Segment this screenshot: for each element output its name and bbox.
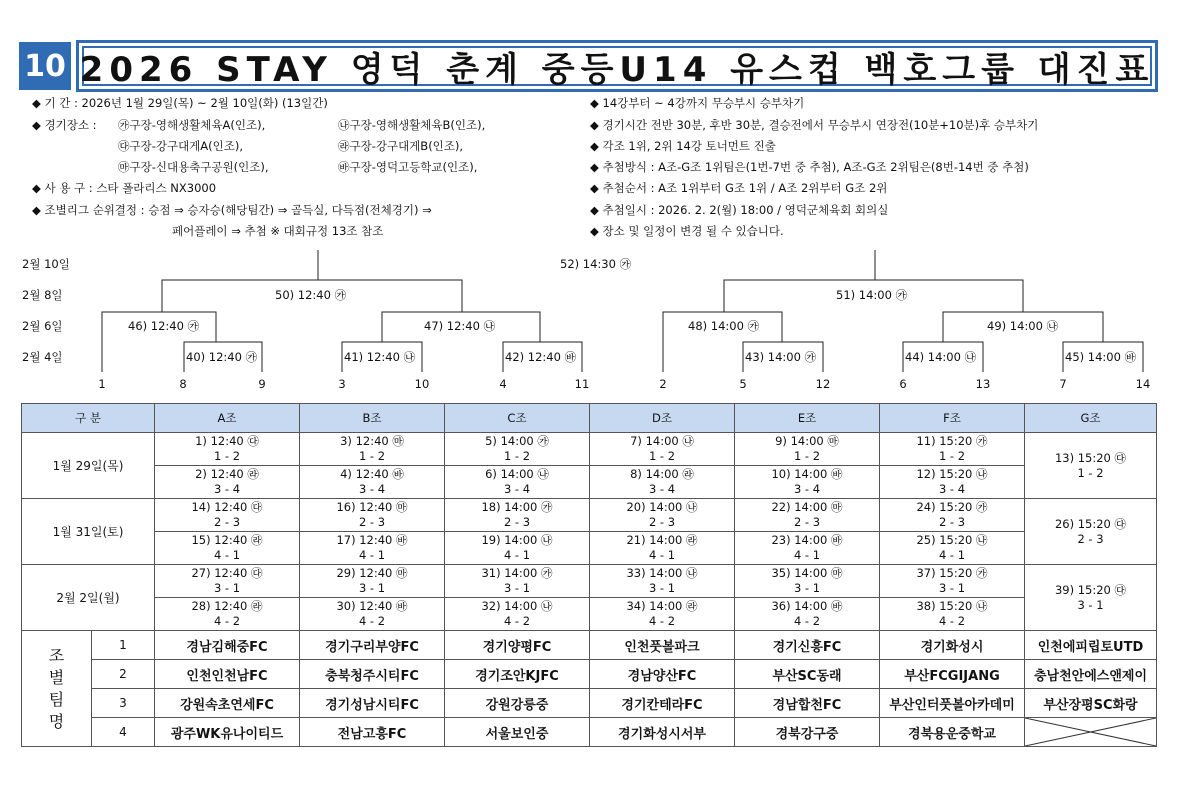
schedule-table xyxy=(21,403,1157,747)
seed: 10 xyxy=(414,377,430,391)
team-name: 광주WK유나이티드 xyxy=(155,718,300,747)
bracket-r16-5: 44) 14:00 ㉯ xyxy=(905,350,977,364)
info-right-6: ◆ 추첨일시 : 2026. 2. 2(월) 18:00 / 영덕군체육회 회의실 xyxy=(590,203,889,217)
team-name: 경기칸테라FC xyxy=(590,689,735,718)
match-cell: 15) 12:40 ㉱ 4 - 1 xyxy=(155,532,300,565)
team-name: 충남천안에스앤제이 xyxy=(1025,660,1157,689)
team-name: 인천인천남FC xyxy=(155,660,300,689)
team-name: 경기성남시티FC xyxy=(300,689,445,718)
match-cell: 25) 15:20 ㉯ 4 - 1 xyxy=(880,532,1025,565)
team-label: 조 별 팀 명 xyxy=(22,631,92,747)
header-category: 구 분 xyxy=(22,404,155,433)
info-period: ◆ 기 간 : 2026년 1월 29일(목) ~ 2월 10일(화) (13일간) xyxy=(32,96,328,110)
match-cell: 5) 14:00 ㉮ 1 - 2 xyxy=(445,433,590,466)
header-group-b: B조 xyxy=(300,404,445,433)
match-date: 2월 2일(월) xyxy=(22,565,155,631)
page-title: 2026 STAY 영덕 춘계 중등U14 유스컵 백호그룹 대진표 xyxy=(79,49,1155,90)
bracket-final: 52) 14:30 ㉮ xyxy=(560,257,632,271)
venue-5: ㉲구장-신대용축구공원(인조), xyxy=(118,160,269,174)
team-rank: 4 xyxy=(92,718,155,747)
match-cell: 7) 14:00 ㉯ 1 - 2 xyxy=(590,433,735,466)
team-rank: 1 xyxy=(92,631,155,660)
header-group-d: D조 xyxy=(590,404,735,433)
schedule-row xyxy=(22,433,1157,466)
header-group-e: E조 xyxy=(735,404,880,433)
seed: 8 xyxy=(179,377,187,391)
schedule-row xyxy=(22,598,1157,631)
table-header-row xyxy=(22,404,1157,433)
seed: 13 xyxy=(975,377,991,391)
match-cell: 35) 14:00 ㉲ 3 - 1 xyxy=(735,565,880,598)
match-cell: 18) 14:00 ㉮ 2 - 3 xyxy=(445,499,590,532)
match-cell: 37) 15:20 ㉮ 3 - 1 xyxy=(880,565,1025,598)
match-cell: 20) 14:00 ㉯ 2 - 3 xyxy=(590,499,735,532)
match-cell: 32) 14:00 ㉯ 4 - 2 xyxy=(445,598,590,631)
seed: 1 xyxy=(98,377,106,391)
match-cell-group-g: 26) 15:20 ㉰ 2 - 3 xyxy=(1025,499,1157,565)
match-cell: 2) 12:40 ㉱ 3 - 4 xyxy=(155,466,300,499)
team-name: 강원강릉중 xyxy=(445,689,590,718)
info-right-5: ◆ 추첨순서 : A조 1위부터 G조 1위 / A조 2위부터 G조 2위 xyxy=(590,181,888,195)
bracket-r16-3: 42) 12:40 ㉳ xyxy=(505,350,577,364)
seed: 6 xyxy=(899,377,907,391)
header-group-g: G조 xyxy=(1025,404,1157,433)
match-cell: 3) 12:40 ㉲ 1 - 2 xyxy=(300,433,445,466)
bracket-quarter-2: 47) 12:40 ㉯ xyxy=(424,319,496,333)
match-cell: 29) 12:40 ㉲ 3 - 1 xyxy=(300,565,445,598)
info-venue-label: ◆ 경기장소 : xyxy=(32,118,97,132)
match-date: 1월 29일(목) xyxy=(22,433,155,499)
match-cell: 6) 14:00 ㉯ 3 - 4 xyxy=(445,466,590,499)
team-name: 경기신흥FC xyxy=(735,631,880,660)
schedule-row xyxy=(22,565,1157,598)
match-cell: 31) 14:00 ㉮ 3 - 1 xyxy=(445,565,590,598)
team-name: 인천에피립토UTD xyxy=(1025,631,1157,660)
team-name: 충북청주시티FC xyxy=(300,660,445,689)
team-row xyxy=(22,718,1157,747)
venue-1: ㉮구장-영해생활체육A(인조), xyxy=(118,118,266,132)
match-cell: 34) 14:00 ㉱ 4 - 2 xyxy=(590,598,735,631)
bracket-r16-1: 40) 12:40 ㉮ xyxy=(186,350,258,364)
team-name: 경북강구중 xyxy=(735,718,880,747)
empty-cell xyxy=(1025,718,1157,747)
bracket-semi-1: 50) 12:40 ㉮ xyxy=(275,288,347,302)
bracket-date-r16: 2월 4일 xyxy=(22,350,63,364)
section-number: 10 xyxy=(19,42,71,90)
seed: 9 xyxy=(258,377,266,391)
match-cell: 9) 14:00 ㉲ 1 - 2 xyxy=(735,433,880,466)
info-right-2: ◆ 경기시간 전반 30분, 후반 30분, 결승전에서 무승부시 연장전(10분+10분)후 승부차기 xyxy=(590,118,1039,132)
match-cell: 24) 15:20 ㉮ 2 - 3 xyxy=(880,499,1025,532)
bracket-quarter-1: 46) 12:40 ㉮ xyxy=(128,319,200,333)
team-name: 경남합천FC xyxy=(735,689,880,718)
bracket-date-final: 2월 10일 xyxy=(22,257,70,271)
info-ranking-2: 페어플레이 ⇒ 추첨 ※ 대회규정 13조 참조 xyxy=(172,224,384,238)
header-group-a: A조 xyxy=(155,404,300,433)
match-cell: 4) 12:40 ㉳ 3 - 4 xyxy=(300,466,445,499)
header-group-f: F조 xyxy=(880,404,1025,433)
match-cell: 30) 12:40 ㉳ 4 - 2 xyxy=(300,598,445,631)
match-cell: 1) 12:40 ㉰ 1 - 2 xyxy=(155,433,300,466)
seed: 4 xyxy=(499,377,507,391)
team-name: 경남양산FC xyxy=(590,660,735,689)
seed: 5 xyxy=(739,377,747,391)
match-cell: 10) 14:00 ㉳ 3 - 4 xyxy=(735,466,880,499)
match-cell: 17) 12:40 ㉳ 4 - 1 xyxy=(300,532,445,565)
match-cell: 14) 12:40 ㉰ 2 - 3 xyxy=(155,499,300,532)
info-right-4: ◆ 추첨방식 : A조-G조 1위팀은(1번-7번 중 추첨), A조-G조 2위팀은(8번-14번 중 추첨) xyxy=(590,160,1029,174)
seed: 14 xyxy=(1135,377,1151,391)
bracket-quarter-4: 49) 14:00 ㉯ xyxy=(987,319,1059,333)
match-cell: 11) 15:20 ㉮ 1 - 2 xyxy=(880,433,1025,466)
seed: 7 xyxy=(1059,377,1067,391)
team-name: 인천풋볼파크 xyxy=(590,631,735,660)
team-name: 경북용운중학교 xyxy=(880,718,1025,747)
venue-4: ㉱구장-강구대게B(인조), xyxy=(338,139,464,153)
team-name: 경기화성시 xyxy=(880,631,1025,660)
seed: 2 xyxy=(659,377,667,391)
bracket-r16-4: 43) 14:00 ㉮ xyxy=(745,350,817,364)
match-cell-group-g: 13) 15:20 ㉰ 1 - 2 xyxy=(1025,433,1157,499)
seed: 12 xyxy=(815,377,831,391)
team-name: 경남김해중FC xyxy=(155,631,300,660)
schedule-row xyxy=(22,499,1157,532)
team-rank: 2 xyxy=(92,660,155,689)
info-right-1: ◆ 14강부터 ~ 4강까지 무승부시 승부차기 xyxy=(590,96,805,110)
seed: 3 xyxy=(338,377,346,391)
schedule-row xyxy=(22,532,1157,565)
match-cell: 8) 14:00 ㉱ 3 - 4 xyxy=(590,466,735,499)
team-row xyxy=(22,631,1157,660)
title-box xyxy=(76,40,1158,92)
team-name: 부산인터풋볼아카데미 xyxy=(880,689,1025,718)
match-date: 1월 31일(토) xyxy=(22,499,155,565)
match-cell-group-g: 39) 15:20 ㉰ 3 - 1 xyxy=(1025,565,1157,631)
team-rank: 3 xyxy=(92,689,155,718)
team-name: 강원속초연세FC xyxy=(155,689,300,718)
match-cell: 33) 14:00 ㉯ 3 - 1 xyxy=(590,565,735,598)
team-name: 경기구리부양FC xyxy=(300,631,445,660)
bracket-r16-2: 41) 12:40 ㉯ xyxy=(344,350,416,364)
info-ranking-1: ◆ 조별리그 순위결정 : 승점 ⇒ 승자승(해당팀간) ⇒ 골득실, 다득점(전체경기) ⇒ xyxy=(32,203,432,217)
team-name: 부산SC동래 xyxy=(735,660,880,689)
team-name: 서울보인중 xyxy=(445,718,590,747)
bracket-quarter-3: 48) 14:00 ㉮ xyxy=(688,319,760,333)
info-right-7: ◆ 장소 및 일정이 변경 될 수 있습니다. xyxy=(590,224,784,238)
tournament-bracket xyxy=(0,250,1188,395)
info-ball: ◆ 사 용 구 : 스타 폴라리스 NX3000 xyxy=(32,181,217,195)
team-name: 경기양평FC xyxy=(445,631,590,660)
match-cell: 27) 12:40 ㉰ 3 - 1 xyxy=(155,565,300,598)
match-cell: 22) 14:00 ㉲ 2 - 3 xyxy=(735,499,880,532)
bracket-semi-2: 51) 14:00 ㉮ xyxy=(836,288,908,302)
bracket-r16-6: 45) 14:00 ㉳ xyxy=(1065,350,1137,364)
info-right-3: ◆ 각조 1위, 2위 14강 토너먼트 진출 xyxy=(590,139,776,153)
venue-2: ㉯구장-영해생활체육B(인조), xyxy=(338,118,486,132)
team-row xyxy=(22,689,1157,718)
team-name: 경기조안KJFC xyxy=(445,660,590,689)
bracket-date-quarter: 2월 6일 xyxy=(22,319,63,333)
venue-3: ㉰구장-강구대게A(인조), xyxy=(118,139,244,153)
match-cell: 19) 14:00 ㉯ 4 - 1 xyxy=(445,532,590,565)
schedule-row xyxy=(22,466,1157,499)
match-cell: 28) 12:40 ㉱ 4 - 2 xyxy=(155,598,300,631)
team-row xyxy=(22,660,1157,689)
match-cell: 23) 14:00 ㉳ 4 - 1 xyxy=(735,532,880,565)
team-name: 전남고흥FC xyxy=(300,718,445,747)
team-name: 경기화성시서부 xyxy=(590,718,735,747)
venue-6: ㉳구장-영덕고등학교(인조), xyxy=(338,160,478,174)
bracket-date-semi: 2월 8일 xyxy=(22,288,63,302)
match-cell: 12) 15:20 ㉯ 3 - 4 xyxy=(880,466,1025,499)
match-cell: 16) 12:40 ㉲ 2 - 3 xyxy=(300,499,445,532)
team-name: 부산장평SC화랑 xyxy=(1025,689,1157,718)
team-name: 부산FCGIJANG xyxy=(880,660,1025,689)
match-cell: 38) 15:20 ㉯ 4 - 2 xyxy=(880,598,1025,631)
seed: 11 xyxy=(574,377,590,391)
match-cell: 21) 14:00 ㉱ 4 - 1 xyxy=(590,532,735,565)
match-cell: 36) 14:00 ㉳ 4 - 2 xyxy=(735,598,880,631)
header-group-c: C조 xyxy=(445,404,590,433)
